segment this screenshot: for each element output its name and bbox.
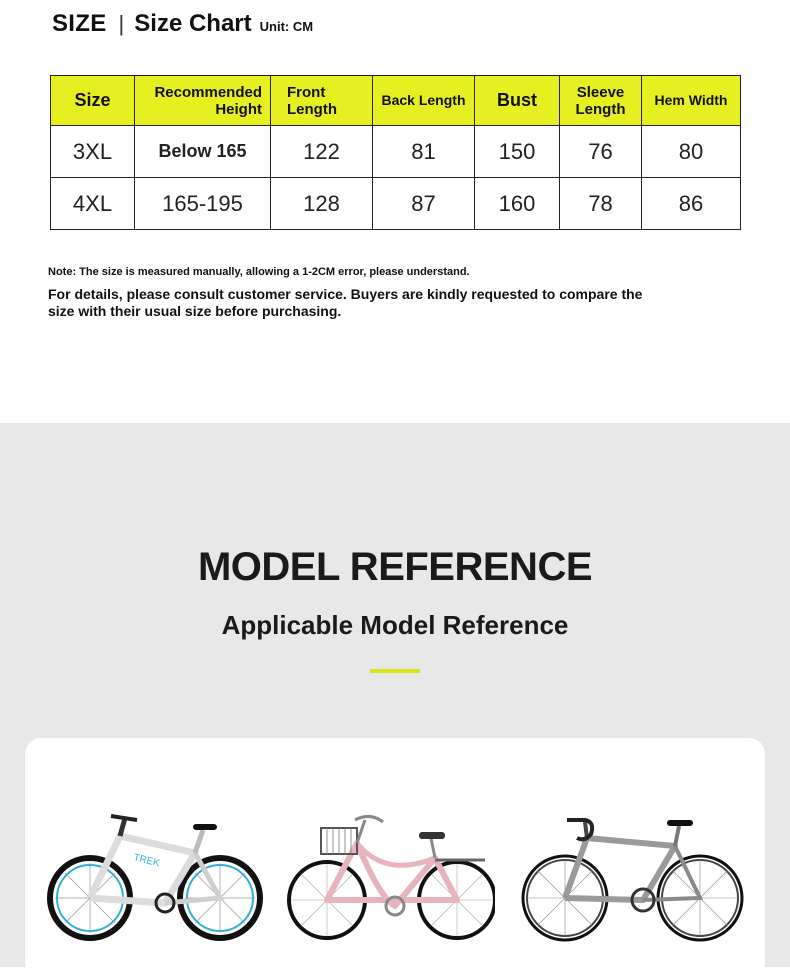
header-recommended-height — [135, 76, 271, 126]
cell-recommended-height: Below 165 — [135, 126, 271, 178]
cell-front-length: 128 — [271, 178, 373, 230]
accent-divider — [370, 669, 420, 673]
model-reference-title: MODEL REFERENCE — [197, 545, 593, 589]
cell-sleeve-length: 78 — [560, 178, 642, 230]
size-chart-label: Size Chart — [134, 10, 252, 37]
measurement-note: Note: The size is measured manually, allowing a 1-2CM error, please understand. — [48, 266, 470, 278]
header-back-length: Back Length — [373, 76, 475, 126]
size-table — [50, 75, 741, 230]
cell-hem-width: 80 — [642, 126, 741, 178]
bike-card — [25, 738, 765, 978]
cell-back-length: 81 — [373, 126, 475, 178]
header-front-length — [271, 76, 373, 126]
details-note: For details, please consult customer service. Buyers are kindly requested to compare the size with their usual size before purchasing. — [48, 286, 643, 319]
header-sleeve-length-text: Sleeve Length — [575, 83, 626, 118]
cell-size: 3XL — [51, 126, 135, 178]
size-label: SIZE — [52, 10, 107, 37]
size-chart-section — [0, 0, 790, 423]
header-recommended-height-text: Recommended Height — [154, 83, 262, 118]
cell-back-length: 87 — [373, 178, 475, 230]
model-reference-subtitle: Applicable Model Reference — [221, 610, 569, 640]
cell-bust: 150 — [475, 126, 560, 178]
svg-text:TREK: TREK — [132, 852, 161, 870]
header-hem-width: Hem Width — [642, 76, 741, 126]
header-size: Size — [51, 76, 135, 126]
cell-bust: 160 — [475, 178, 560, 230]
cell-sleeve-length: 76 — [560, 126, 642, 178]
cell-size: 4XL — [51, 178, 135, 230]
table-row — [51, 178, 741, 230]
road-bike-image — [515, 808, 745, 948]
city-bike-image — [285, 808, 495, 948]
table-row — [51, 126, 741, 178]
cell-recommended-height: 165-195 — [135, 178, 271, 230]
header-bust: Bust — [475, 76, 560, 126]
size-chart-title — [52, 10, 313, 40]
cell-front-length: 122 — [271, 126, 373, 178]
title-separator: | — [118, 11, 125, 36]
table-header-row — [51, 76, 741, 126]
cell-hem-width: 86 — [642, 178, 741, 230]
unit-label: Unit: CM — [259, 19, 314, 34]
header-sleeve-length — [560, 76, 642, 126]
header-front-length-text: Front Length — [287, 83, 337, 118]
mountain-bike-image — [45, 808, 265, 948]
